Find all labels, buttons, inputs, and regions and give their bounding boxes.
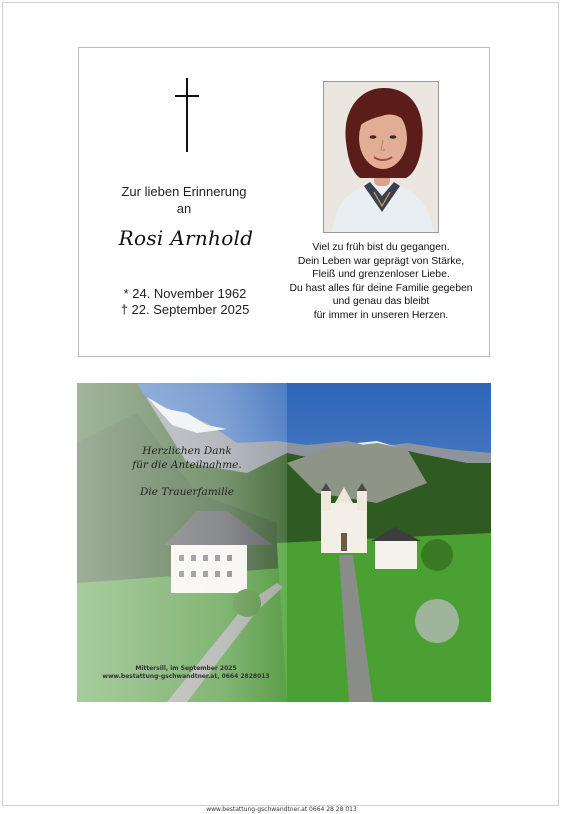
verse-line: für immer in unseren Herzen. — [313, 309, 449, 321]
verse — [279, 241, 483, 323]
landscape-photo — [77, 383, 491, 702]
death-date: † 22. September 2025 — [120, 302, 250, 317]
memorial-card-back — [77, 383, 491, 702]
contact-line: www.bestattung-gschwandtner.at, 0664 2828013 — [102, 673, 270, 680]
birth-date: * 24. November 1962 — [123, 286, 247, 301]
memorial-card-front — [78, 47, 490, 357]
memory-heading-an: an — [176, 201, 192, 216]
verse-line: und genau das bleibt — [332, 296, 430, 308]
thanks-line-2: für die Anteilnahme. — [132, 459, 242, 471]
deceased-name: Rosi Arnhold — [118, 226, 254, 250]
verse-line: Dein Leben war geprägt von Stärke, — [297, 255, 465, 267]
verse-line: Viel zu früh bist du gegangen. — [312, 242, 450, 253]
family-signature: Die Trauerfamilie — [140, 486, 234, 498]
cross-icon — [175, 78, 199, 152]
place-date: Mittersill, im September 2025 — [135, 665, 237, 672]
thanks-line-1: Herzlichen Dank — [142, 445, 232, 457]
verse-line: Du hast alles für deine Familie gegeben — [289, 282, 473, 294]
portrait-photo — [323, 81, 439, 233]
memory-heading: Zur lieben Erinnerung — [121, 184, 247, 199]
portrait-illustration — [324, 82, 439, 233]
page-footer: www.bestattung-gschwandtner.at 0664 28 28 013 — [206, 806, 357, 813]
verse-line: Fleiß und grenzenloser Liebe. — [312, 269, 450, 281]
